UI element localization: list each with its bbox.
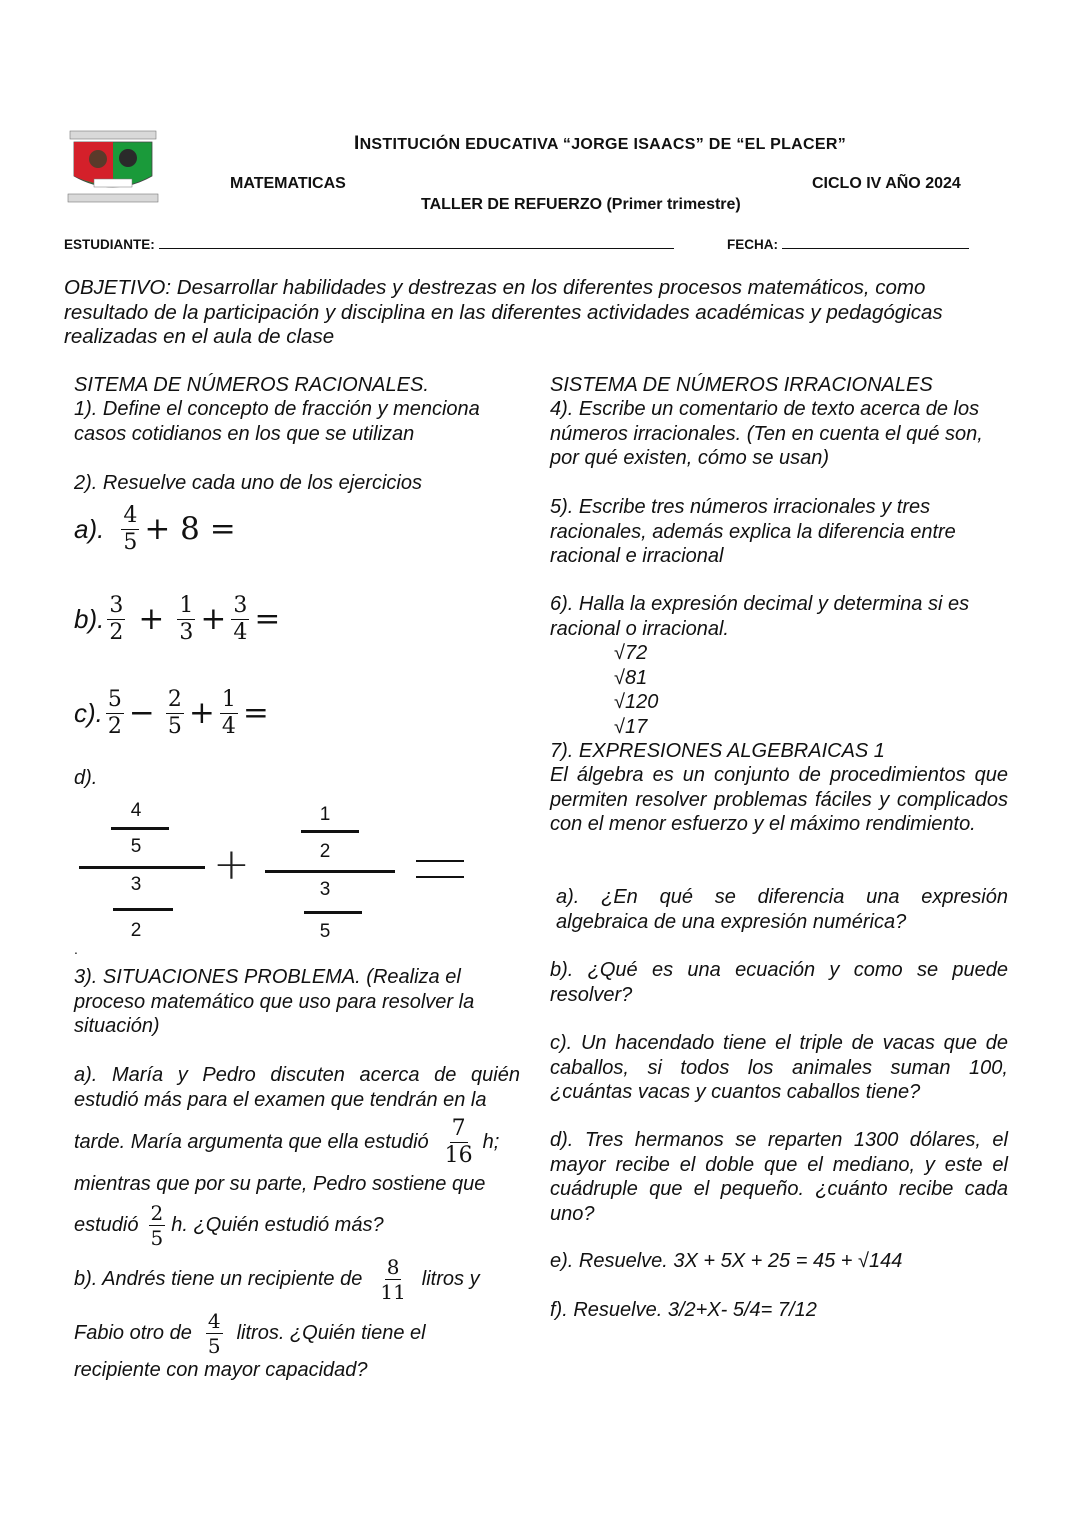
fraction-digit: 2 <box>130 920 142 941</box>
question-7d: d). Tres hermanos se reparten 1300 dólares, el mayor recibe el doble que el mediano, y este el cuádruple que el pequeño. ¿cuánto recibe cada uno? <box>550 1129 1008 1225</box>
root-item: √72 <box>614 642 648 664</box>
question-3: 3). SITUACIONES PROBLEMA. (Realiza el proceso matemático que uso para resolver la situación) <box>74 966 475 1037</box>
question-4: 4). Escribe un comentario de texto acerca de los números irracionales. (Ten en cuenta el qué son, por qué existen, cómo se usan) <box>550 398 983 469</box>
fraction: $\frac{4}{5}$ <box>123 502 138 555</box>
text: litros. ¿Quién tiene el <box>236 1321 426 1344</box>
fraction: $\frac{3}{4}$ <box>233 592 248 645</box>
question-7c: c). Un hacendado tiene el triple de vacas que de caballos, si todos los animales suman 100, ¿cuántas vacas y cuantos caballos tiene? <box>550 1032 1008 1103</box>
fraction-digit: 3 <box>319 879 331 900</box>
operator: − <box>128 694 155 731</box>
fraction: $\frac{8}{11}$ <box>380 1254 406 1304</box>
fraction-digit: 2 <box>319 841 331 862</box>
question-3b-line2 <box>74 1304 426 1362</box>
stray-dot: . <box>74 941 78 957</box>
student-field[interactable] <box>64 234 674 252</box>
fraction: $\frac{2}{5}$ <box>150 1200 164 1250</box>
objective-text: OBJETIVO: Desarrollar habilidades y destrezas en los diferentes procesos matemáticos, como resultado de la participación y disciplina en las diferentes actividades académicas y pedagógicas realizadas en el aula de clase <box>64 276 943 348</box>
question-7e: e). Resuelve. 3X + 5X + 25 = 45 + √144 <box>550 1250 903 1272</box>
subject-label: MATEMATICAS <box>230 175 346 192</box>
fraction-digit: 5 <box>319 921 331 942</box>
text: estudió <box>74 1213 139 1236</box>
institution-title: INSTITUCIÓN EDUCATIVA “JORGE ISAACS” DE “EL PLACER” <box>353 133 847 154</box>
text: Fabio otro de <box>74 1321 192 1344</box>
text: h; <box>482 1130 500 1153</box>
root-list <box>614 641 658 739</box>
question-7-intro: El álgebra es un conjunto de procedimientos que permiten resolver problemas fáciles y complicados con el menor esfuerzo y el máximo rendimiento. <box>550 764 1008 835</box>
main-fraction-bar <box>79 866 205 869</box>
question-7-title: 7). EXPRESIONES ALGEBRAICAS 1 <box>550 740 885 762</box>
fraction: $\frac{5}{2}$ <box>107 686 122 739</box>
text: tarde. María argumenta que ella estudió <box>74 1130 429 1153</box>
exercise-d-label: d). <box>74 767 98 789</box>
section-title-rational: SITEMA DE NÚMEROS RACIONALES. <box>74 374 429 396</box>
fraction: $\frac{1}{3}$ <box>179 592 194 645</box>
student-label: ESTUDIANTE: <box>64 237 155 252</box>
operator: + <box>188 694 215 731</box>
question-3b-line3: recipiente con mayor capacidad? <box>74 1359 368 1381</box>
fraction-digit: 1 <box>319 804 331 825</box>
question-2: 2). Resuelve cada uno de los ejercicios <box>74 472 422 494</box>
date-label: FECHA: <box>727 237 778 252</box>
text: litros y <box>421 1267 480 1290</box>
exercise-label: b). <box>74 603 105 634</box>
exercise-label: a). <box>74 513 105 544</box>
fraction-digit: 3 <box>130 874 142 895</box>
exercise-b <box>74 590 280 648</box>
fraction-bar <box>304 911 362 914</box>
fraction-bar <box>301 830 359 833</box>
question-3a-line1: a). María y Pedro discuten acerca de quién estudió más para el examen que tendrán en la <box>74 1064 520 1111</box>
question-1: 1). Define el concepto de fracción y menciona casos cotidianos en los que se utilizan <box>74 398 480 445</box>
cycle-label: CICLO IV AÑO 2024 <box>812 175 961 192</box>
root-item: √120 <box>614 691 659 713</box>
text: h. ¿Quién estudió más? <box>171 1213 384 1236</box>
operator: + <box>200 600 227 637</box>
fraction: $\frac{3}{2}$ <box>109 592 124 645</box>
fraction-digit: 5 <box>130 836 142 857</box>
fraction: $\frac{4}{5}$ <box>207 1308 221 1358</box>
equals-sign <box>416 876 464 878</box>
question-3a-line3: mientras que por su parte, Pedro sostiene que <box>74 1173 486 1195</box>
main-fraction-bar <box>265 870 395 873</box>
question-3a-line4 <box>74 1196 384 1254</box>
expression-tail: + 8 = <box>144 510 236 547</box>
text: b). Andrés tiene un recipiente de <box>74 1267 363 1290</box>
question-7f: f). Resuelve. 3/2+X- 5/4= 7/12 <box>550 1299 817 1321</box>
exercise-c <box>74 684 269 742</box>
equals: = <box>254 600 281 637</box>
operator: + <box>138 600 165 637</box>
question-7b: b). ¿Qué es una ecuación y como se puede resolver? <box>550 959 1008 1006</box>
fraction-digit: 4 <box>130 800 142 821</box>
fraction: $\frac{7}{16}$ <box>444 1115 473 1168</box>
root-item: √81 <box>614 666 648 689</box>
question-3a-line2 <box>74 1112 499 1172</box>
question-6: 6). Halla la expresión decimal y determina si es racional o irracional. <box>550 593 970 640</box>
equals-sign <box>416 860 464 862</box>
section-title-irrational: SISTEMA DE NÚMEROS IRRACIONALES <box>550 374 933 396</box>
equals: = <box>242 694 269 731</box>
exercise-label: c). <box>74 697 103 728</box>
question-5: 5). Escribe tres números irracionales y tres racionales, además explica la diferencia entre racional e irracional <box>550 496 956 567</box>
question-7a: a). ¿En qué se diferencia una expresión algebraica de una expresión numérica? <box>556 886 1008 933</box>
root-item: √17 <box>614 715 648 738</box>
question-3b-line1 <box>74 1250 480 1308</box>
fraction-bar <box>111 827 169 830</box>
workshop-title: TALLER DE REFUERZO (Primer trimestre) <box>421 196 741 213</box>
exercise-a <box>74 500 236 558</box>
fraction: $\frac{2}{5}$ <box>167 686 182 739</box>
plus-sign: + <box>213 839 250 890</box>
date-field[interactable] <box>727 234 969 252</box>
fraction-bar <box>113 908 173 911</box>
fraction: $\frac{1}{4}$ <box>221 686 236 739</box>
